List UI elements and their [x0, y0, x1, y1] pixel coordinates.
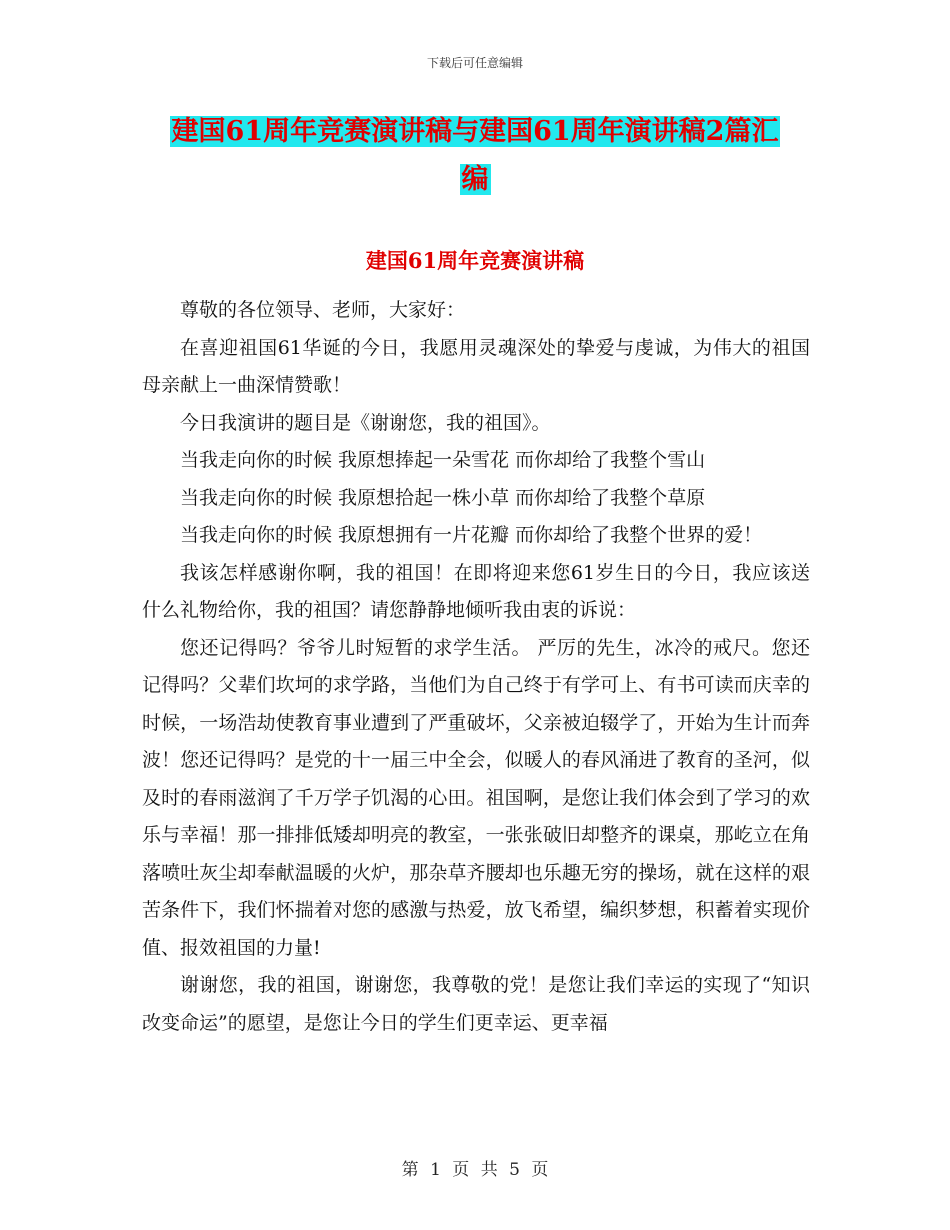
paragraph: 您还记得吗？爷爷儿时短暂的求学生活。 严厉的先生，冰冷的戒尺。您还记得吗？父辈们坎坷的求学路，当他们为自己终于有学可上、有书可读而庆幸的时候，一场浩劫使教育事业遭到了严重破坏，父亲被迫辍学了，开始为生计而奔波！您还记得吗？是党的十一届三中全会，似暖人的春风涌进了教育的圣河，似及时的春雨滋润了千万学子饥渴的心田。祖国啊，是您让我们体会到了学习的欢乐与幸福！那一排排低矮却明亮的教室，一张张破旧却整齐的课桌，那屹立在角落喷吐灰尘却奉献温暖的火炉，那杂草齐腰却也乐趣无穷的操场，就在这样的艰苦条件下，我们怀揣着对您的感激与热爱，放飞希望，编织梦想，积蓄着实现价值、报效祖国的力量! — [142, 636, 810, 959]
header-note: 下载后可任意编辑 — [426, 56, 523, 70]
paragraph: 在喜迎祖国61华诞的今日，我愿用灵魂深处的挚爱与虔诚，为伟大的祖国母亲献上一曲深情赞歌！ — [142, 336, 810, 396]
paragraph: 当我走向你的时候 我原想拾起一株小草 而你却给了我整个草原 — [180, 486, 706, 509]
page-number-footer: 第 1 页 共 5 页 — [401, 1160, 549, 1180]
document-title-line2: 编 — [461, 164, 489, 195]
section-title: 建国61周年竞赛演讲稿 — [365, 248, 585, 273]
paragraph: 当我走向你的时候 我原想拥有一片花瓣 而你却给了我整个世界的爱！ — [180, 524, 763, 546]
paragraph: 今日我演讲的题目是《谢谢您，我的祖国》。 — [180, 411, 551, 434]
paragraph: 尊敬的各位领导、老师，大家好： — [180, 299, 466, 321]
paragraph: 我该怎样感谢你啊，我的祖国！在即将迎来您61岁生日的今日，我应该送什么礼物给你，我的祖国？请您静静地倾听我由衷的诉说： — [142, 561, 810, 621]
document-title-line1: 建国61周年竞赛演讲稿与建国61周年演讲稿2篇汇 — [171, 116, 779, 147]
document-body — [142, 292, 810, 1042]
paragraph: 当我走向你的时候 我原想捧起一朵雪花 而你却给了我整个雪山 — [180, 449, 706, 471]
document-title — [140, 108, 810, 204]
paragraph: 谢谢您，我的祖国，谢谢您，我尊敬的党！是您让我们幸运的实现了“知识改变命运”的愿望，是您让今日的学生们更幸运、更幸福 — [142, 974, 810, 1034]
